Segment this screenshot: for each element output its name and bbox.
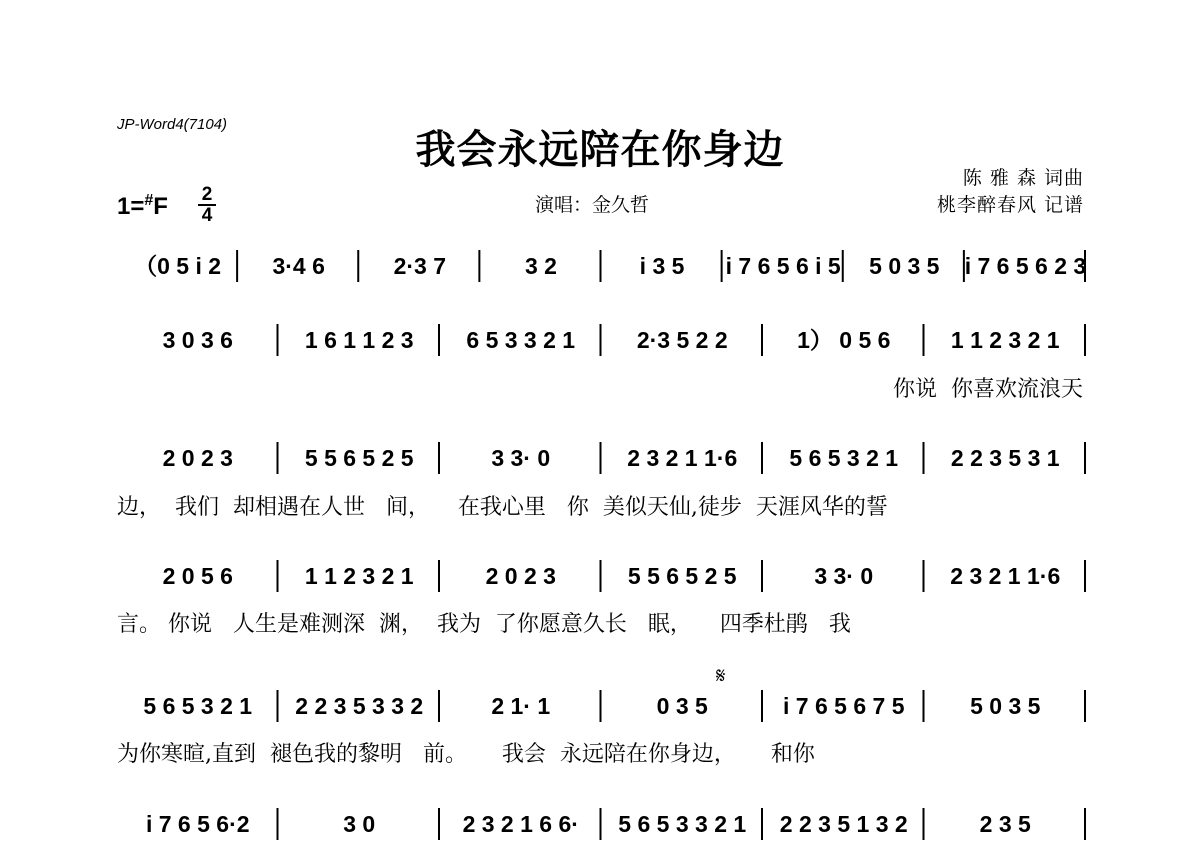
- measure-2-6: 1 1 2 3 2 1: [950, 327, 1060, 353]
- lyrics-line-3: 边， 我们 却相遇在人世 间， 在我心里 你 美似天仙,徒步 天涯风华的誓: [117, 495, 888, 520]
- notation-svg-3: [0, 438, 1200, 478]
- time-signature-top: 2: [201, 184, 213, 205]
- notation-row-4: [0, 556, 1200, 596]
- measure-2-3: 6 5 3 3 2 1: [466, 327, 576, 353]
- measure-3-3: 3 3· 0: [491, 445, 551, 471]
- measure-1-1: （0 5 i 2: [134, 253, 222, 279]
- measure-2-4: 2·3 5 2 2: [636, 327, 728, 353]
- measure-4-6: 2 3 2 1 1·6: [950, 563, 1061, 589]
- measure-4-2: 1 1 2 3 2 1: [304, 563, 414, 589]
- measure-5-3: 2 1· 1: [491, 693, 551, 719]
- measure-3-6: 2 2 3 5 3 1: [950, 445, 1060, 471]
- measure-1-3: 2·3 7: [393, 253, 447, 279]
- notation-svg-4: [0, 556, 1200, 596]
- measure-6-2: 3 0: [343, 811, 376, 837]
- software-watermark: JP-Word4(7104): [117, 116, 228, 133]
- lyrics-line-4: 言。 你说 人生是难测深 渊， 我为 了你愿意久长 眠， 四季杜鹃 我: [117, 612, 851, 637]
- measure-4-3: 2 0 2 3: [485, 563, 556, 589]
- measure-1-8: i 7 6 5 6 2 3: [964, 253, 1087, 279]
- segno-icon: 𝄋: [716, 664, 726, 689]
- measure-3-2: 5 5 6 5 2 5: [304, 445, 414, 471]
- notation-row-2: [0, 320, 1200, 360]
- measure-3-5: 5 6 5 3 2 1: [789, 445, 899, 471]
- measure-6-1: i 7 6 5 6·2: [145, 811, 250, 837]
- measure-5-4: 0 3 5: [656, 693, 708, 719]
- measure-1-5: i 3 5: [639, 253, 685, 279]
- measure-2-1: 3 0 3 6: [162, 327, 233, 353]
- transcriber-credit: 桃李醉春风 记谱: [936, 194, 1084, 216]
- notation-row-1: [0, 246, 1200, 286]
- time-signature: [198, 186, 216, 224]
- notation-svg-2: [0, 320, 1200, 360]
- notation-row-6: [0, 804, 1200, 844]
- measure-5-6: 5 0 3 5: [970, 693, 1041, 719]
- measure-1-7: 5 0 3 5: [869, 253, 940, 279]
- measure-6-6: 2 3 5: [979, 811, 1031, 837]
- measure-4-1: 2 0 5 6: [162, 563, 233, 589]
- measure-5-1: 5 6 5 3 2 1: [143, 693, 253, 719]
- key-note: F: [153, 193, 168, 220]
- measure-5-5: i 7 6 5 6 7 5: [783, 693, 905, 719]
- lyrics-line-2: 你说 你喜欢流浪天: [893, 377, 1083, 402]
- notation-svg-5: [0, 686, 1200, 726]
- song-title: 我会永远陪在你身边: [415, 126, 785, 173]
- measure-6-3: 2 3 2 1 6 6·: [462, 811, 579, 837]
- measure-4-5: 3 3· 0: [814, 563, 874, 589]
- composer-credit: 陈 雅 森 词曲: [962, 167, 1084, 189]
- notation-row-5: [0, 686, 1200, 726]
- notation-svg-1: [0, 246, 1200, 286]
- notation-row-3: [0, 438, 1200, 478]
- measure-4-4: 5 5 6 5 2 5: [627, 563, 737, 589]
- key-prefix: 1=: [117, 193, 145, 220]
- measure-1-6: i 7 6 5 6 i 5: [725, 253, 841, 279]
- key-signature: [117, 192, 168, 221]
- measure-6-4: 5 6 5 3 3 2 1: [618, 811, 747, 837]
- notation-svg-6: [0, 804, 1200, 844]
- measure-3-4: 2 3 2 1 1·6: [627, 445, 738, 471]
- measure-1-4: 3 2: [524, 253, 557, 279]
- measure-6-5: 2 2 3 5 1 3 2: [779, 811, 908, 837]
- singer-credit: 演唱：金久哲: [535, 194, 650, 216]
- time-signature-bottom: 4: [201, 205, 213, 226]
- measure-2-2: 1 6 1 1 2 3: [304, 327, 414, 353]
- sharp-icon: #: [144, 192, 154, 209]
- lyrics-line-5: 为你寒暄,直到 褪色我的黎明 前。 我会 永远陪在你身边， 和你: [117, 742, 815, 767]
- measure-3-1: 2 0 2 3: [162, 445, 233, 471]
- measure-5-2: 2 2 3 5 3 3 2: [295, 693, 424, 719]
- measure-2-5: 1） 0 5 6: [797, 327, 891, 353]
- measure-1-2: 3·4 6: [272, 253, 325, 279]
